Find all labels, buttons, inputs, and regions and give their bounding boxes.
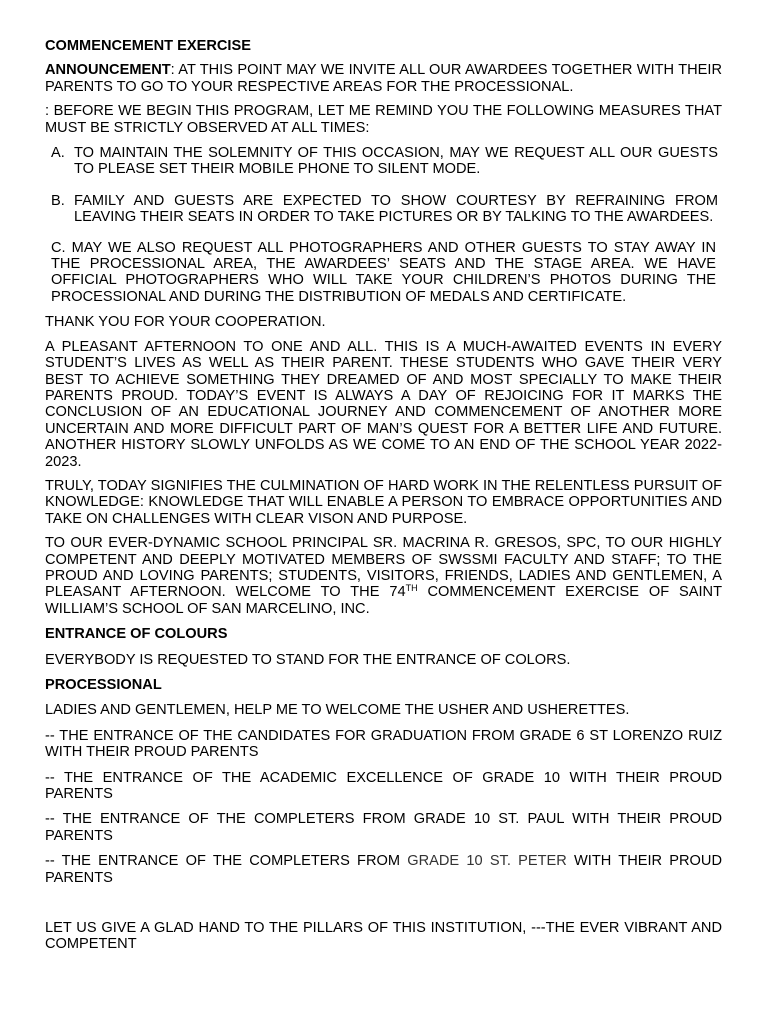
entrance-item-last (45, 853, 722, 886)
document-title: COMMENCEMENT EXERCISE (45, 38, 251, 54)
measure-item-c: C. MAY WE ALSO REQUEST ALL PHOTOGRAPHERS AND OTHER GUESTS TO STAY AWAY IN THE PROCESSIONAL AREA, THE AWARDEES’ SEATS AND THE STAGE AREA. WE HAVE OFFICIAL PHOTOGRAPHERS WHO WILL TAKE YOUR CHILDREN’S PHOTOS DURING THE PROCESSIONAL AND DURING THE DISTRIBUTION OF MEDALS AND CERTIFICATE. (51, 239, 716, 305)
entrance-item: -- THE ENTRANCE OF THE ACADEMIC EXCELLENCE OF GRADE 10 WITH THEIR PROUD PARENTS (45, 769, 722, 803)
entrance-text: -- THE ENTRANCE OF THE COMPLETERS FROM (45, 853, 408, 870)
entrance-text-end: WITH THEIR PROUD PARENTS (45, 853, 722, 886)
announcement-text: : AT THIS POINT MAY WE INVITE ALL OUR AWARDEES TOGETHER WITH THEIR PARENTS TO GO TO YOUR RESPECTIVE AREAS FOR THE PROCESSIONAL. (45, 62, 722, 95)
welcome-text: TO OUR EVER-DYNAMIC SCHOOL PRINCIPAL SR. MACRINA R. GRESOS, SPC, TO OUR HIGHLY COMPETENT AND DEEPLY MOTIVATED MEMBERS OF SWSSMI FACULTY AND STAFF; TO THE PROUD AND LOVING PARENTS; STUDENTS, VISITORS, FRIENDS, LADIES AND GENTLEMEN, A PLEASANT AFTERNOON. WELCOME TO THE 74 (45, 535, 722, 601)
greeting-paragraph: A PLEASANT AFTERNOON TO ONE AND ALL. THIS IS A MUCH-AWAITED EVENTS IN EVERY STUDENT’S LIVES AS WELL AS THEIR PARENT. THESE STUDENTS WHO GAVE THEIR VERY BEST TO ACHIEVE SOMETHING THEY DREAMED OF AND MOST SPECIALLY TO MAKE THEIR PARENTS PROUD. TODAY’S EVENT IS ALWAYS A DAY OF REJOICING FOR IT MARKS THE CONCLUSION OF AN EDUCATIONAL JOURNEY AND COMMENCEMENT OF ANOTHER MORE UNCERTAIN AND MORE DIFFICULT PART OF MAN’S QUEST FOR A BETTER LIFE AND FUTURE. ANOTHER HISTORY SLOWLY UNFOLDS AS WE COME TO AN END OF THE SCHOOL YEAR 2022-2023. (45, 338, 722, 470)
ordinal-suffix: TH (405, 583, 418, 594)
closing-paragraph: LET US GIVE A GLAD HAND TO THE PILLARS OF THIS INSTITUTION, ---THE EVER VIBRANT AND COMPETENT (45, 920, 722, 953)
truly-paragraph: TRULY, TODAY SIGNIFIES THE CULMINATION OF HARD WORK IN THE RELENTLESS PURSUIT OF KNOWLEDGE: KNOWLEDGE THAT WILL ENABLE A PERSON TO EMBRACE OPPORTUNITIES AND TAKE ON CHALLENGES WITH CLEAR VISON AND PURPOSE. (45, 477, 722, 527)
entrance-item: -- THE ENTRANCE OF THE CANDIDATES FOR GRADUATION FROM GRADE 6 ST LORENZO RUIZ WITH THEIR PROUD PARENTS (45, 727, 722, 761)
processional-intro: LADIES AND GENTLEMEN, HELP ME TO WELCOME THE USHER AND USHERETTES. (45, 702, 630, 719)
measure-letter: B. (51, 192, 65, 209)
measure-item-a (51, 145, 718, 178)
welcome-paragraph (45, 535, 722, 617)
grade-highlight: GRADE 10 ST. PETER (407, 853, 567, 870)
measures-list (51, 145, 718, 226)
thanks-paragraph: THANK YOU FOR YOUR COOPERATION. (45, 314, 326, 331)
measure-item-b (51, 193, 718, 226)
welcome-text-end: COMMENCEMENT EXERCISE OF SAINT WILLIAM’S SCHOOL OF SAN MARCELINO, INC. (45, 584, 722, 617)
measure-text: TO MAINTAIN THE SOLEMNITY OF THIS OCCASION, MAY WE REQUEST ALL OUR GUESTS TO PLEASE SET THEIR MOBILE PHONE TO SILENT MODE. (74, 145, 718, 178)
measure-text: FAMILY AND GUESTS ARE EXPECTED TO SHOW COURTESY BY REFRAINING FROM LEAVING THEIR SEATS IN ORDER TO TAKE PICTURES OR BY TALKING TO THE AWARDEES. (74, 192, 718, 226)
reminder-paragraph: : BEFORE WE BEGIN THIS PROGRAM, LET ME REMIND YOU THE FOLLOWING MEASURES THAT MUST BE STRICTLY OBSERVED AT ALL TIMES: (45, 103, 722, 136)
announcement-paragraph (45, 62, 722, 95)
processional-heading: PROCESSIONAL (45, 677, 162, 693)
announcement-label: ANNOUNCEMENT (45, 62, 171, 79)
colours-text: EVERYBODY IS REQUESTED TO STAND FOR THE ENTRANCE OF COLORS. (45, 651, 571, 668)
colours-heading: ENTRANCE OF COLOURS (45, 626, 228, 643)
measure-letter: A. (51, 145, 65, 162)
entrance-item: -- THE ENTRANCE OF THE COMPLETERS FROM GRADE 10 ST. PAUL WITH THEIR PROUD PARENTS (45, 811, 722, 844)
